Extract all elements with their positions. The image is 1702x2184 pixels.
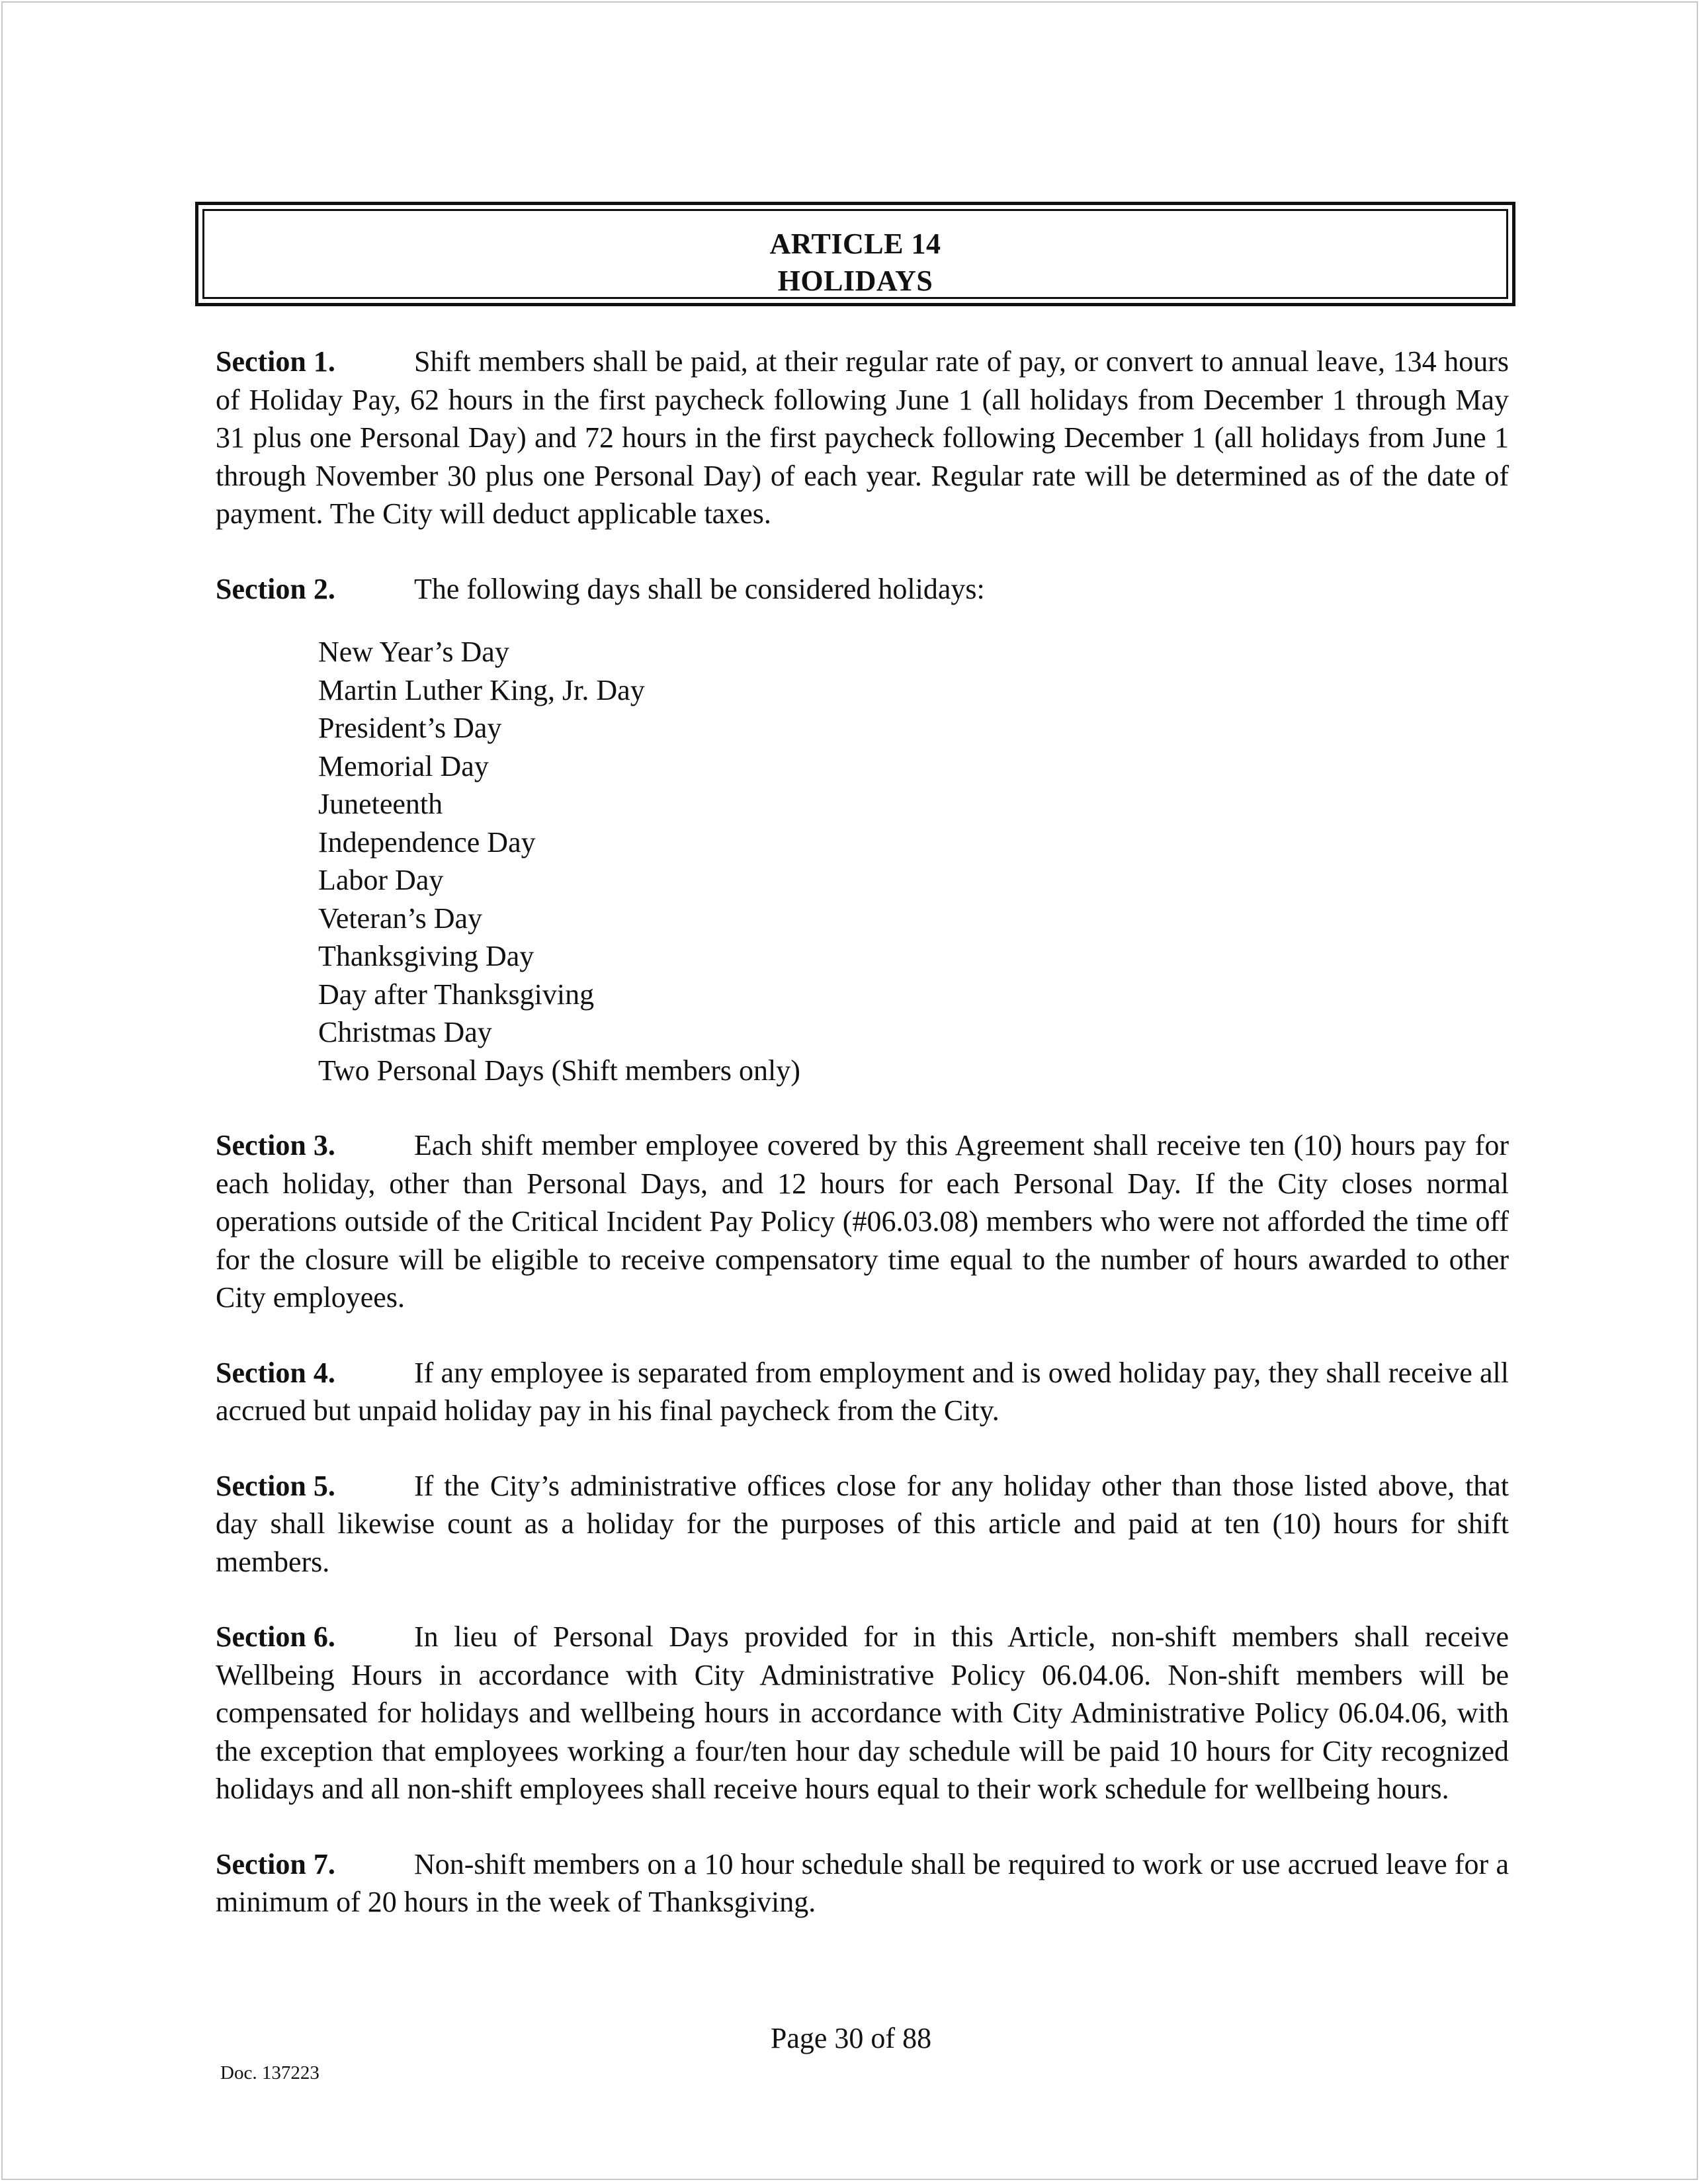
- section-4: [216, 1354, 1509, 1430]
- section-3-text: Each shift member employee covered by this Agreement shall receive ten (10) hours pay for each holiday, other than Personal Days, and 12 hours for each Personal Day. If the City closes normal operations outside of the Critical Incident Pay Policy (#06.03.08) members who were not afforded the time off for the closure will be eligible to receive compensatory time equal to the number of hours awarded to other City employees.: [216, 1129, 1509, 1314]
- holiday-item: President’s Day: [318, 712, 502, 744]
- section-1: [216, 343, 1509, 533]
- article-title-inner: [202, 209, 1508, 299]
- article-number: ARTICLE 14: [769, 228, 941, 260]
- doc-number: Doc. 137223: [220, 2062, 319, 2083]
- page-number: Page 30 of 88: [770, 2022, 932, 2054]
- section-5-label: Section 5.: [216, 1469, 335, 1502]
- holiday-item: Two Personal Days (Shift members only): [318, 1054, 800, 1087]
- document-body: [216, 343, 1509, 1958]
- holiday-item: Thanksgiving Day: [318, 940, 534, 972]
- holiday-item: New Year’s Day: [318, 636, 509, 668]
- section-4-text: If any employee is separated from employment and is owed holiday pay, they shall receive all accrued but unpaid holiday pay in his final paycheck from the City.: [216, 1356, 1509, 1427]
- section-1-text: Shift members shall be paid, at their regular rate of pay, or convert to annual leave, 134 hours of Holiday Pay, 62 hours in the first paycheck following June 1 (all holidays from December 1 through May 31 plus one Personal Day) and 72 hours in the first paycheck following December 1 (all holidays from June 1 through November 30 plus one Personal Day) of each year. Regular rate will be determined as of the date of payment. The City will deduct applicable taxes.: [216, 345, 1509, 530]
- holiday-item: Martin Luther King, Jr. Day: [318, 673, 645, 706]
- section-1-label: Section 1.: [216, 345, 335, 378]
- holiday-item: Labor Day: [318, 864, 444, 896]
- holiday-item: Independence Day: [318, 825, 536, 859]
- holiday-item: Memorial Day: [318, 749, 489, 782]
- holiday-item: Day after Thanksgiving: [318, 978, 595, 1011]
- section-3: [216, 1126, 1509, 1317]
- holiday-list: [216, 633, 1509, 1089]
- section-3-label: Section 3.: [216, 1129, 335, 1161]
- holiday-item: Juneteenth: [318, 788, 443, 820]
- article-title-box: [195, 202, 1515, 306]
- section-5: [216, 1467, 1509, 1581]
- article-title: HOLIDAYS: [777, 265, 933, 297]
- section-7-label: Section 7.: [216, 1847, 335, 1880]
- section-2-text: The following days shall be considered holidays:: [414, 572, 985, 605]
- holiday-item: Christmas Day: [318, 1016, 492, 1048]
- section-6-label: Section 6.: [216, 1620, 335, 1653]
- section-2-label: Section 2.: [216, 572, 335, 605]
- holiday-item: Veteran’s Day: [318, 902, 483, 935]
- section-4-label: Section 4.: [216, 1356, 335, 1389]
- section-7-text: Non-shift members on a 10 hour schedule shall be required to work or use accrued leave for a minimum of 20 hours in the week of Thanksgiving.: [216, 1847, 1509, 1918]
- section-7: [216, 1845, 1509, 1921]
- section-6-text: In lieu of Personal Days provided for in this Article, non-shift members shall receive Wellbeing Hours in accordance with City Administrative Policy 06.04.06. Non-shift members will be compensated for holidays and wellbeing hours in accordance with City Administrative Policy 06.04.06, with the exception that employees working a four/ten hour day schedule will be paid 10 hours for City recognized holidays and all non-shift employees shall receive hours equal to their work schedule for wellbeing hours.: [216, 1620, 1509, 1805]
- section-6: [216, 1618, 1509, 1808]
- section-5-text: If the City’s administrative offices close for any holiday other than those listed above, that day shall likewise count as a holiday for the purposes of this article and paid at ten (10) hours for shift members.: [216, 1469, 1509, 1578]
- section-2: [216, 570, 1509, 609]
